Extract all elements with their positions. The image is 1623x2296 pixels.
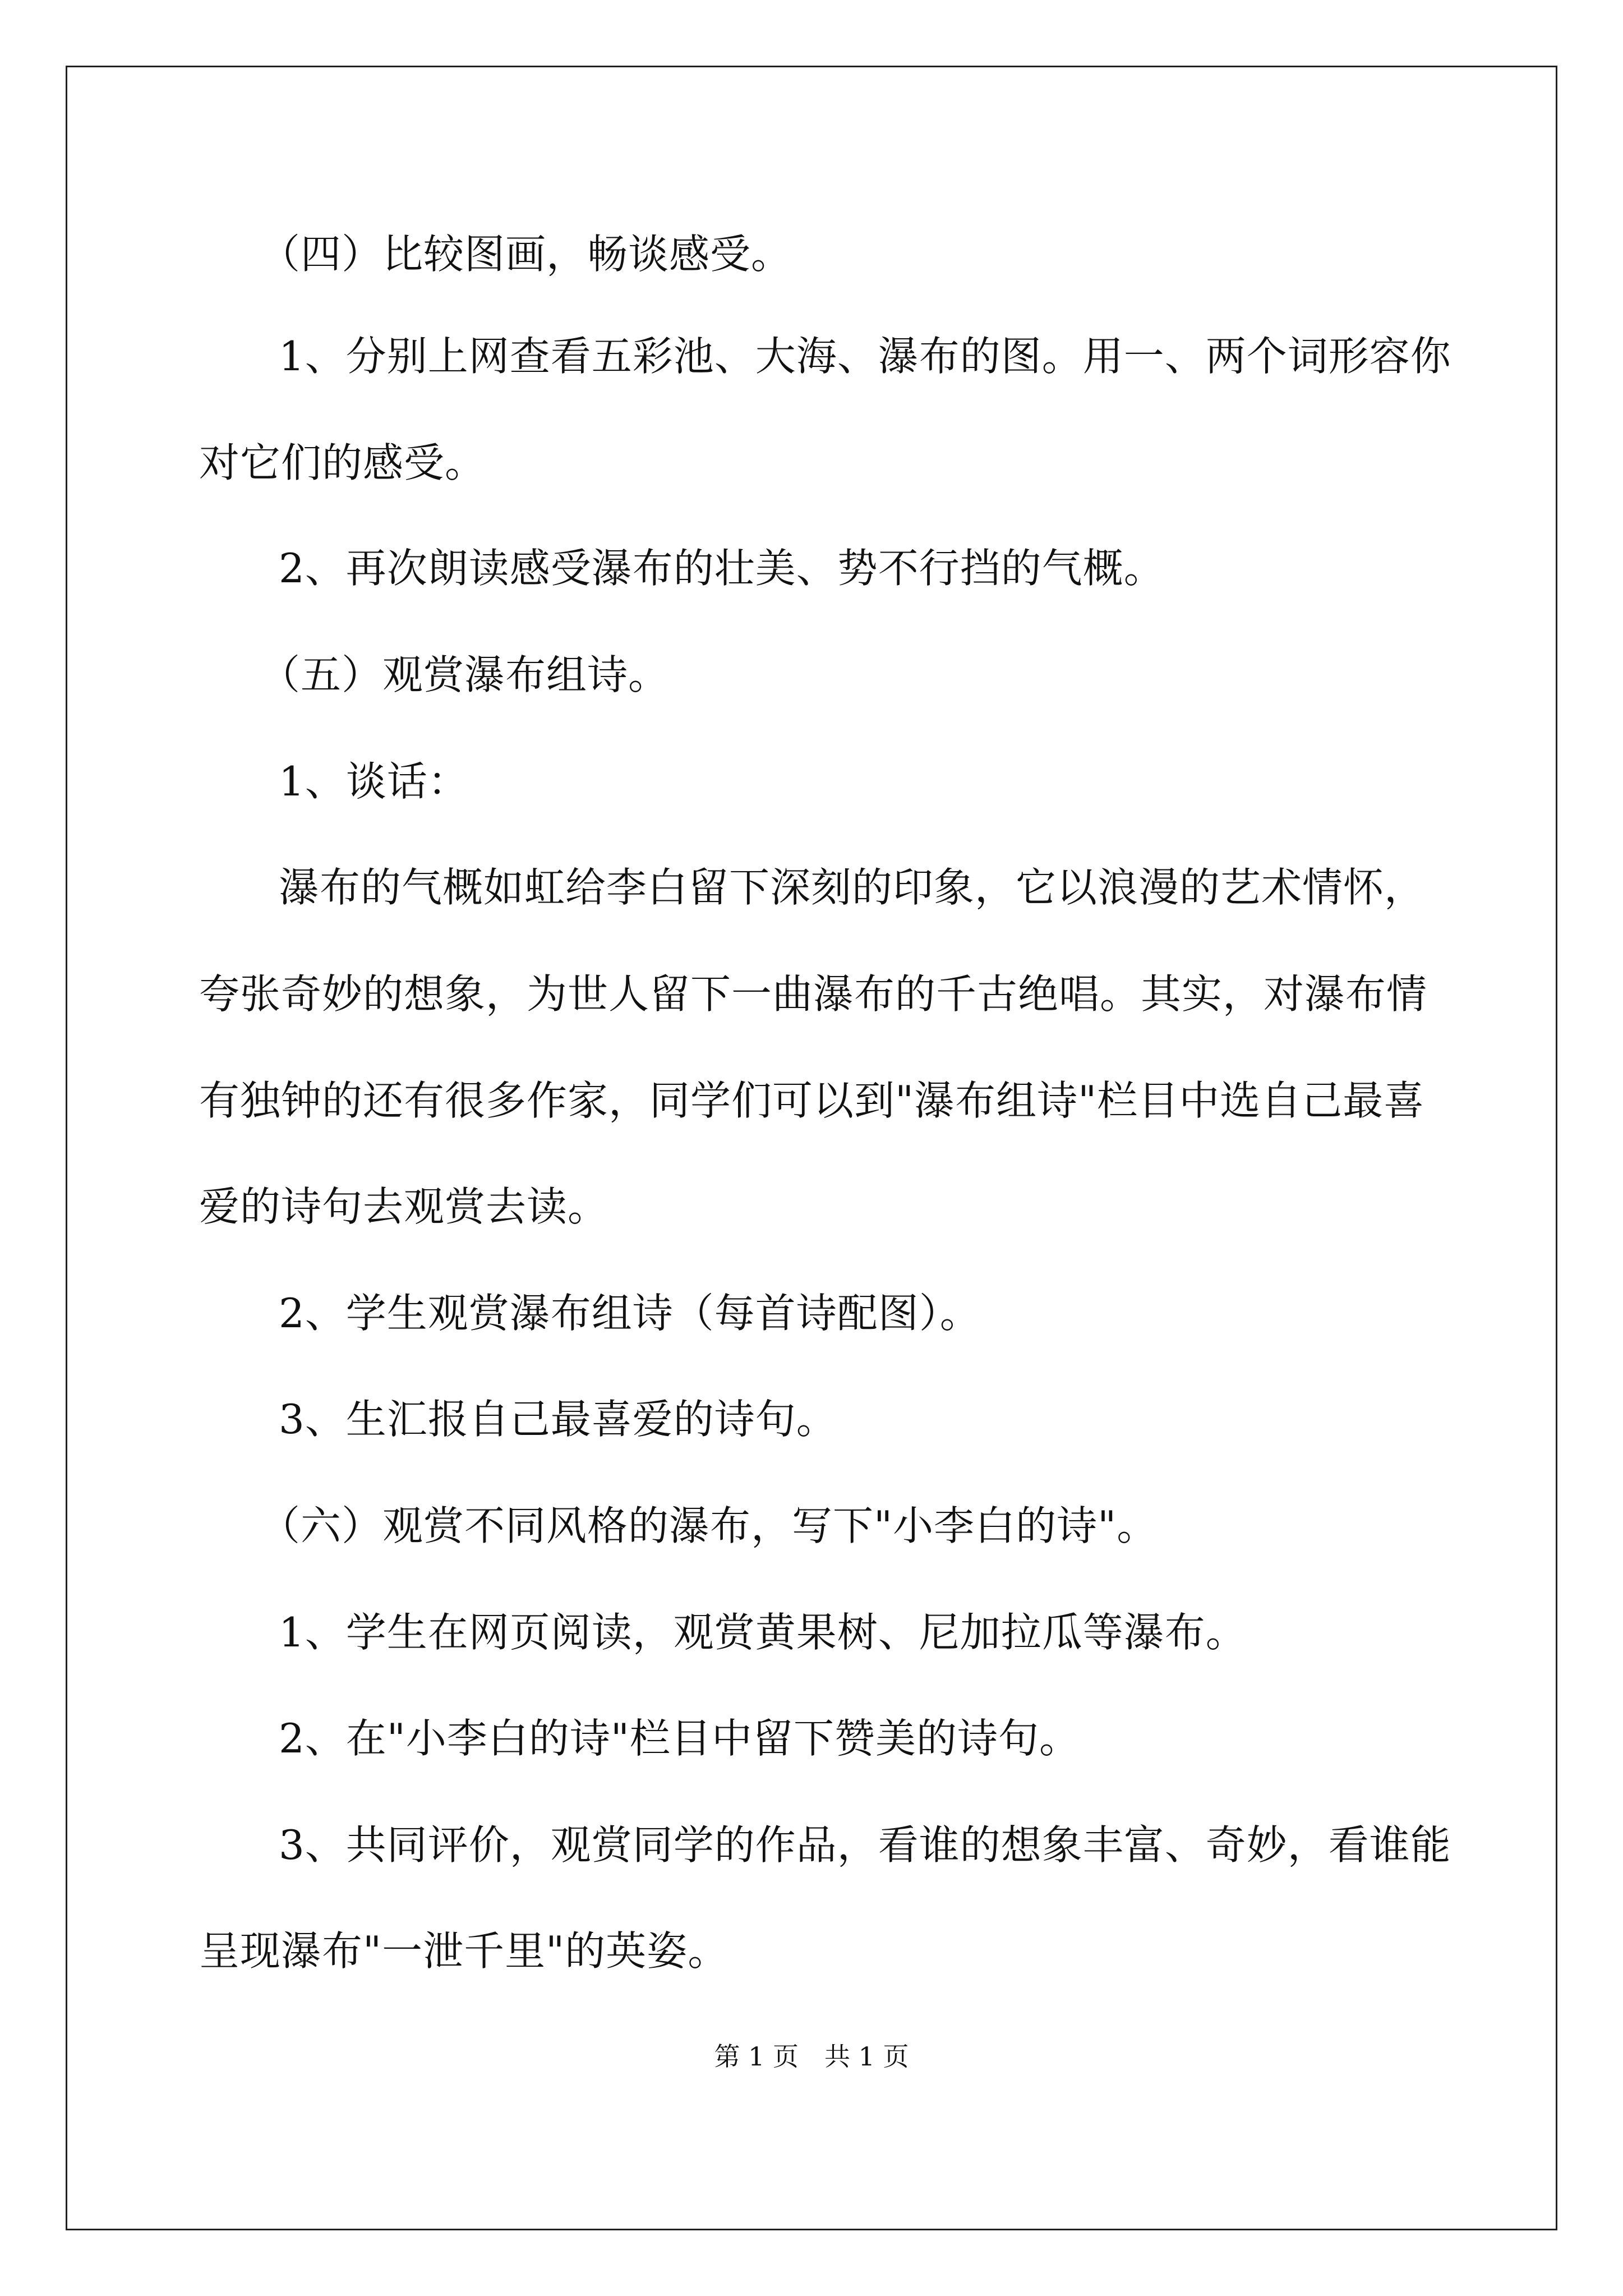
heading-section-4: （四）比较图画，畅谈感受。 (260, 231, 792, 278)
paragraph-line: 3、生汇报自己最喜爱的诗句。 (279, 1396, 837, 1443)
paragraph-line: 2、在"小李白的诗"栏目中留下赞美的诗句。 (279, 1715, 1081, 1762)
paragraph-line: 1、分别上网查看五彩池、大海、瀑布的图。用一、两个词形容你 (279, 333, 1451, 380)
page-number-footer: 第 1 页 共 1 页 (714, 2041, 909, 2072)
paragraph-line: 对它们的感受。 (199, 439, 486, 486)
paragraph-line: 3、共同评价，观赏同学的作品，看谁的想象丰富、奇妙，看谁能 (279, 1821, 1451, 1869)
paragraph-line: 夸张奇妙的想象，为世人留下一曲瀑布的千古绝唱。其实，对瀑布情 (199, 970, 1428, 1018)
paragraph-line: 2、学生观赏瀑布组诗（每首诗配图）。 (279, 1290, 981, 1337)
page-border (66, 66, 1557, 2230)
paragraph-line: 瀑布的气概如虹给李白留下深刻的印象，它以浪漫的艺术情怀， (279, 864, 1426, 911)
heading-section-6: （六）观赏不同风格的瀑布，写下"小李白的诗"。 (260, 1502, 1158, 1549)
paragraph-line: 2、再次朗读感受瀑布的壮美、势不行挡的气概。 (279, 545, 1165, 592)
paragraph-line: 呈现瀑布"一泄千里"的英姿。 (199, 1927, 729, 1975)
heading-section-5: （五）观赏瀑布组诗。 (260, 651, 670, 698)
paragraph-line: 1、谈话： (279, 758, 469, 805)
paragraph-line: 有独钟的还有很多作家，同学们可以到"瀑布组诗"栏目中选自己最喜 (199, 1077, 1425, 1124)
paragraph-line: 1、学生在网页阅读，观赏黄果树、尼加拉瓜等瀑布。 (279, 1609, 1247, 1656)
paragraph-line: 爱的诗句去观赏去读。 (199, 1183, 609, 1230)
